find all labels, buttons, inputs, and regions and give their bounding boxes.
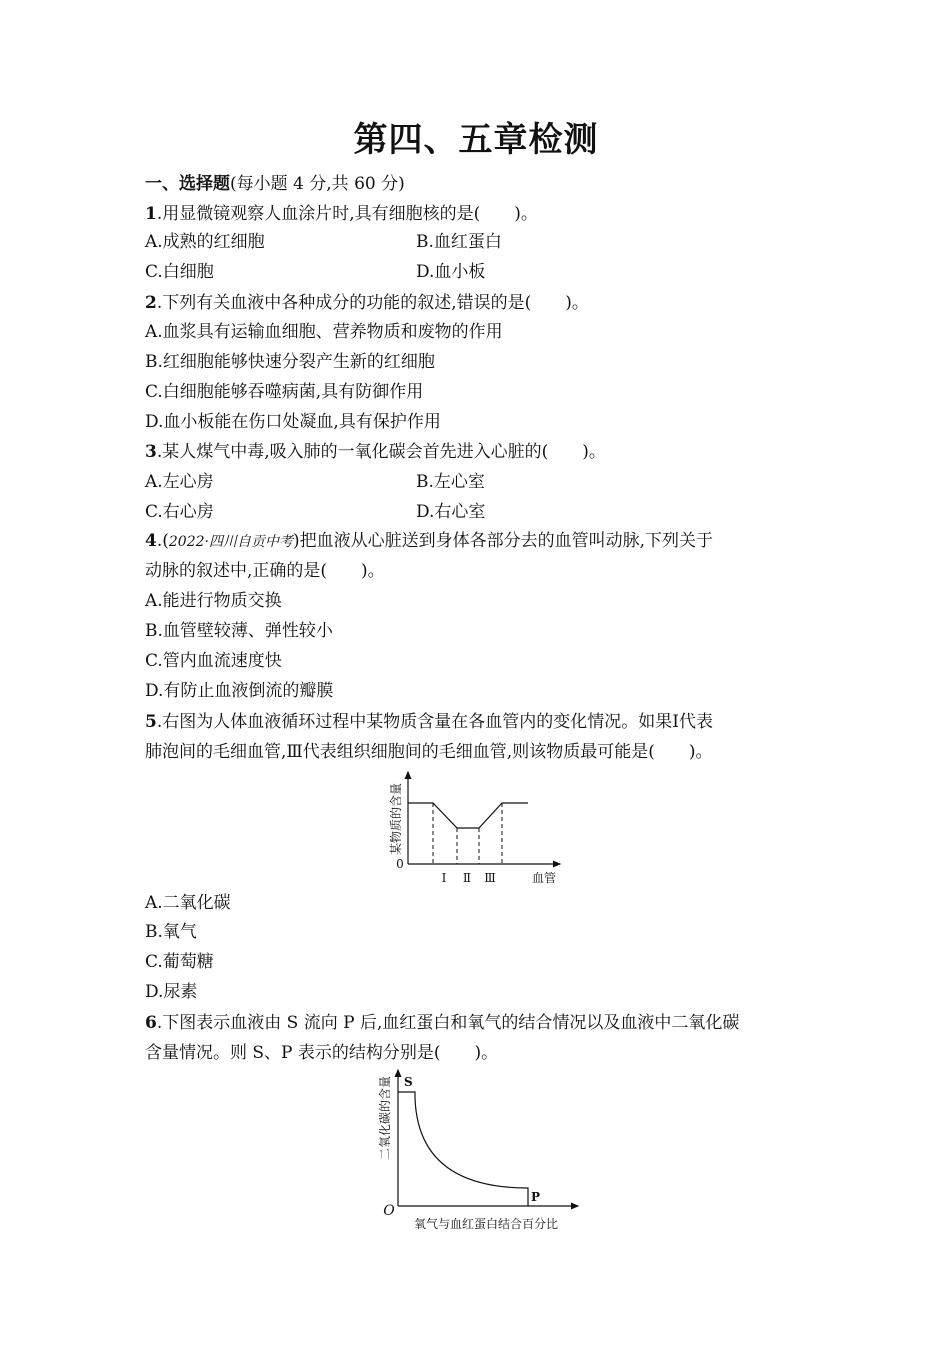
q1-option-a[interactable]: A.成熟的红细胞 [145, 232, 265, 252]
tick-label-1: Ⅰ [441, 871, 447, 885]
question-6-stem [145, 1011, 739, 1035]
q3-option-d[interactable]: D.右心室 [416, 502, 486, 522]
q5-option-c[interactable]: C.葡萄糖 [145, 952, 214, 972]
tick-label-3: Ⅲ [484, 871, 496, 885]
q5-option-a[interactable]: A.二氧化碳 [145, 893, 231, 913]
question-text: .右图为人体血液循环过程中某物质含量在各血管内的变化情况。如果Ⅰ代表 [156, 712, 713, 732]
y-axis-label: 二氧化碳的含量 [378, 1075, 392, 1161]
x-axis-label: 血管 [531, 871, 557, 885]
section-heading [145, 172, 405, 196]
question-5-stem [145, 710, 713, 734]
question-number: 5 [145, 712, 157, 732]
q2-option-b[interactable]: B.红细胞能够快速分裂产生新的红细胞 [145, 352, 435, 372]
q3-option-a[interactable]: A.左心房 [145, 472, 214, 492]
figure-1-substance-level-chart [378, 762, 578, 890]
exam-source: 2022·四川自贡中考 [168, 534, 293, 550]
q3-option-c[interactable]: C.右心房 [145, 502, 214, 522]
question-3-stem [145, 440, 606, 464]
q1-option-d[interactable]: D.血小板 [416, 262, 486, 282]
q4-option-a[interactable]: A.能进行物质交换 [145, 591, 282, 611]
question-number: 1 [145, 204, 157, 224]
section-note: (每小题 4 分,共 60 分) [230, 174, 405, 194]
q3-option-b[interactable]: B.左心室 [416, 472, 485, 492]
y-axis-label: 某物质的含量 [389, 782, 403, 856]
question-4-stem [145, 529, 713, 554]
question-text: .下图表示血液由 S 流向 P 后,血红蛋白和氧气的结合情况以及血液中二氧化碳 [156, 1013, 740, 1033]
origin-label: 0 [396, 857, 404, 871]
q2-option-d[interactable]: D.血小板能在伤口处凝血,具有保护作用 [145, 412, 441, 432]
question-2-stem [145, 291, 589, 315]
q2-option-c[interactable]: C.白细胞能够吞噬病菌,具有防御作用 [145, 382, 424, 402]
question-4-stem-cont: 动脉的叙述中,正确的是( )。 [145, 561, 385, 581]
q4-option-d[interactable]: D.有防止血液倒流的瓣膜 [145, 681, 334, 701]
q1-option-b[interactable]: B.血红蛋白 [416, 232, 502, 252]
substance-level-line [408, 803, 528, 828]
tick-label-2: Ⅱ [462, 871, 472, 885]
q2-option-a[interactable]: A.血浆具有运输血细胞、营养物质和废物的作用 [145, 322, 503, 342]
question-text-post: )把血液从心脏送到身体各部分去的血管叫动脉,下列关于 [292, 531, 714, 551]
question-text-pre: .( [156, 531, 169, 551]
figure-2-co2-curve-chart [372, 1066, 592, 1236]
end-point-label: P [531, 1190, 541, 1204]
page-title: 第四、五章检测 [353, 120, 599, 160]
question-number: 6 [145, 1013, 157, 1033]
q5-option-d[interactable]: D.尿素 [145, 982, 198, 1002]
question-text: .下列有关血液中各种成分的功能的叙述,错误的是( )。 [156, 293, 589, 313]
x-axis-label: 氧气与血红蛋白结合百分比 [413, 1217, 559, 1231]
start-point-label: S [404, 1075, 413, 1089]
q1-option-c[interactable]: C.白细胞 [145, 262, 214, 282]
origin-label: O [383, 1203, 395, 1219]
question-text: .用显微镜观察人血涂片时,具有细胞核的是( )。 [156, 204, 538, 224]
q5-option-b[interactable]: B.氧气 [145, 922, 197, 942]
question-6-stem-cont: 含量情况。则 S、P 表示的结构分别是( )。 [145, 1043, 499, 1063]
question-number: 2 [145, 293, 157, 313]
question-number: 3 [145, 442, 157, 462]
section-label: 一、选择题 [145, 174, 230, 194]
question-text: .某人煤气中毒,吸入肺的一氧化碳会首先进入心脏的( )。 [156, 442, 606, 462]
question-number: 4 [145, 531, 157, 551]
q4-option-b[interactable]: B.血管壁较薄、弹性较小 [145, 621, 333, 641]
question-5-stem-cont: 肺泡间的毛细血管,Ⅲ代表组织细胞间的毛细血管,则该物质最可能是( )。 [145, 742, 713, 762]
q4-option-c[interactable]: C.管内血流速度快 [145, 651, 282, 671]
co2-curve [398, 1092, 528, 1206]
question-1-stem [145, 202, 538, 226]
